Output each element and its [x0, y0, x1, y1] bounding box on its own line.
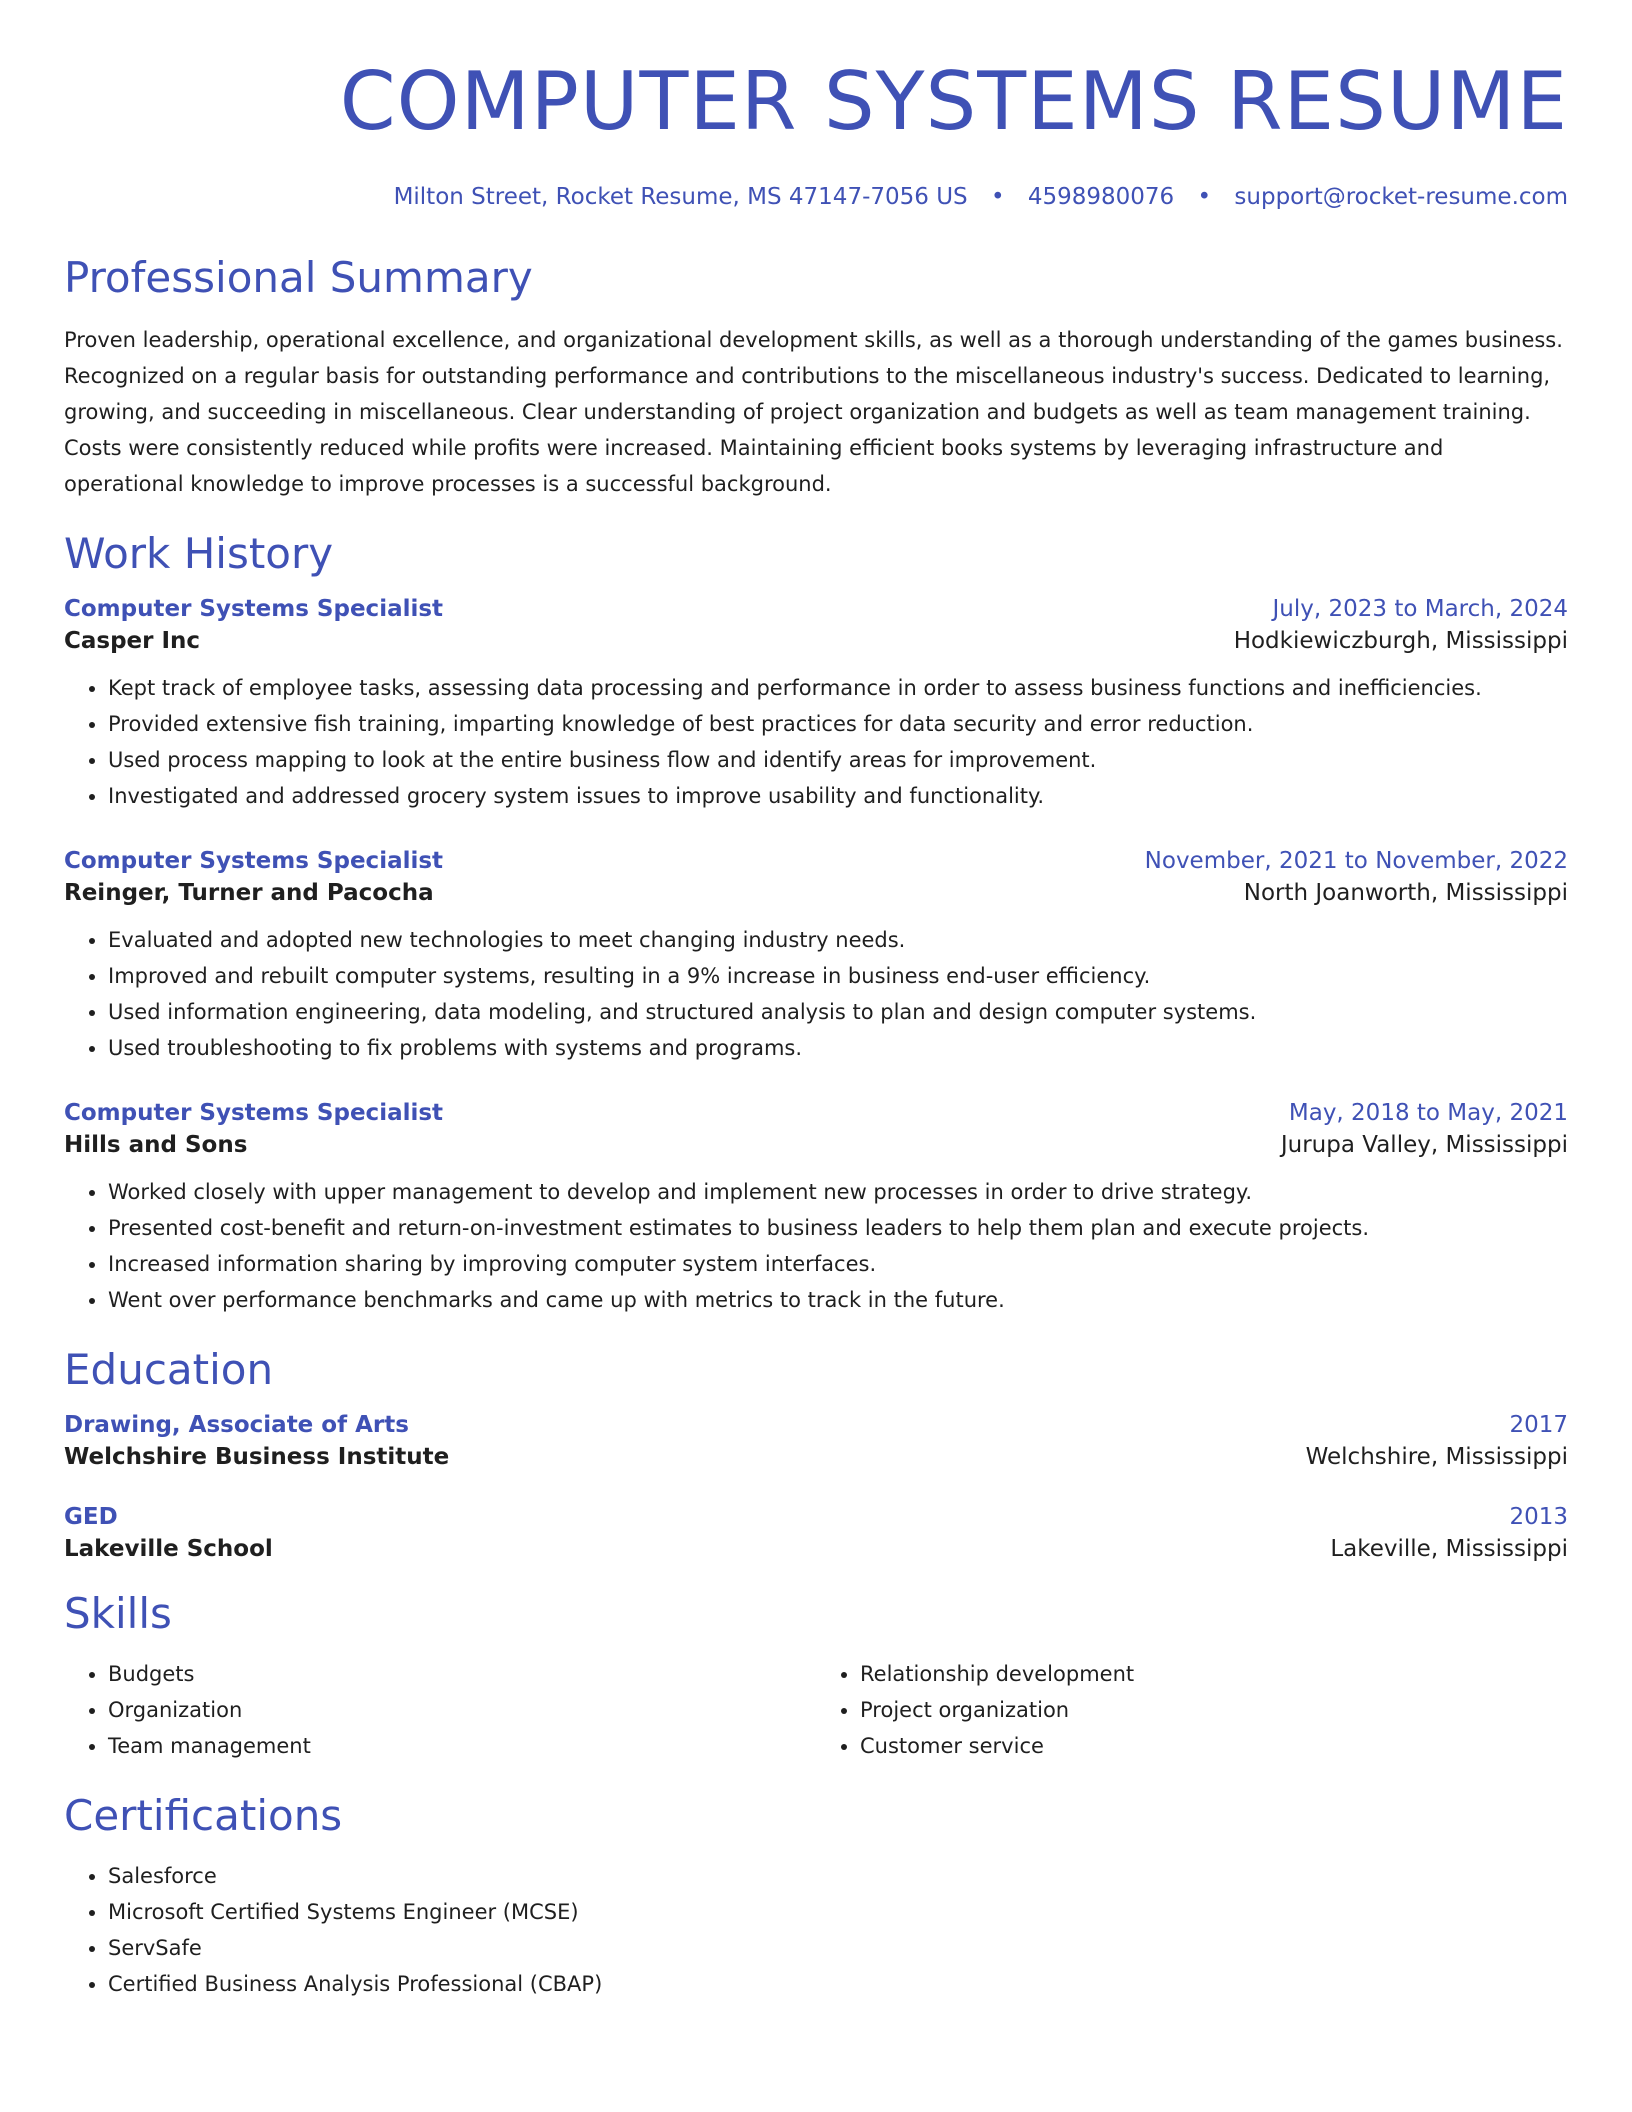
section-title-education: Education: [64, 1345, 274, 1394]
job-location: North Joanworth, Mississippi: [1243, 880, 1568, 906]
skill-item: • Project organization: [860, 1692, 1568, 1728]
resume-header: [64, 0, 1568, 210]
job-entry: [64, 848, 1568, 1066]
job-entry: [64, 1100, 1568, 1318]
skills-list-left: [64, 1656, 816, 1764]
job-bullets: [64, 922, 1568, 1066]
job-title: Computer Systems Specialist: [64, 1100, 444, 1126]
job-bullet: • Increased information sharing by improving computer system interfaces.: [108, 1246, 1568, 1282]
certification-item: • Microsoft Certified Systems Engineer (MCSE): [108, 1894, 1568, 1930]
job-dates: November, 2021 to November, 2022: [1144, 848, 1568, 874]
skills-grid: [64, 1656, 1568, 1764]
job-bullet: • Improved and rebuilt computer systems, resulting in a 9% increase in business end-user efficiency.: [108, 958, 1568, 994]
skill-item: • Relationship development: [860, 1656, 1568, 1692]
certifications-list: [64, 1858, 1568, 2002]
education-location: Lakeville, Mississippi: [1330, 1536, 1568, 1562]
education-year: 2017: [1509, 1412, 1568, 1438]
job-bullet: • Presented cost-benefit and return-on-investment estimates to business leaders to help them plan and execute projects.: [108, 1210, 1568, 1246]
certification-item: • Salesforce: [108, 1858, 1568, 1894]
contact-email: support@rocket-resume.com: [1234, 184, 1568, 210]
education-entry: [64, 1412, 1568, 1470]
job-company: Hills and Sons: [64, 1132, 248, 1158]
job-company: Reinger, Turner and Pacocha: [64, 880, 434, 906]
job-bullet: • Used process mapping to look at the entire business flow and identify areas for improvement.: [108, 742, 1568, 778]
certification-item: • Certified Business Analysis Professional (CBAP): [108, 1966, 1568, 2002]
education-degree: Drawing, Associate of Arts: [64, 1412, 409, 1438]
job-bullet: • Kept track of employee tasks, assessing data processing and performance in order to assess business functions and inefficiencies.: [108, 670, 1568, 706]
job-dates: July, 2023 to March, 2024: [1272, 596, 1568, 622]
work-section: [64, 528, 1568, 1318]
education-degree: GED: [64, 1504, 118, 1530]
education-location: Welchshire, Mississippi: [1305, 1444, 1568, 1470]
section-title-certifications: Certifications: [64, 1791, 343, 1840]
skill-item: • Budgets: [108, 1656, 816, 1692]
job-bullet: • Provided extensive fish training, imparting knowledge of best practices for data security and error reduction.: [108, 706, 1568, 742]
summary-section: [64, 252, 1568, 502]
job-bullet: • Went over performance benchmarks and came up with metrics to track in the future.: [108, 1282, 1568, 1318]
education-entry: [64, 1504, 1568, 1562]
contact-separator: •: [1197, 184, 1212, 210]
job-bullets: [64, 670, 1568, 814]
job-location: Jurupa Valley, Mississippi: [1280, 1132, 1568, 1158]
job-bullets: [64, 1174, 1568, 1318]
summary-text: Proven leadership, operational excellence, and organizational development skills, as well as a thorough understanding of the games business. Recognized on a regular basis for outstanding performance and contributions to the miscellaneous industry's success. Dedicated to learning, growing, and succeeding in miscellaneous. Clear understanding of project organization and budgets as well as team management training. Costs were consistently reduced while profits were increased. Maintaining efficient books systems by leveraging infrastructure and operational knowledge to improve processes is a successful background.: [64, 328, 1563, 496]
section-title-skills: Skills: [64, 1589, 172, 1638]
skills-list-right: [816, 1656, 1568, 1764]
job-bullet: • Investigated and addressed grocery system issues to improve usability and functionality.: [108, 778, 1568, 814]
job-bullet: • Used troubleshooting to fix problems with systems and programs.: [108, 1030, 1568, 1066]
contact-separator: •: [990, 184, 1005, 210]
skills-section: [64, 1588, 1568, 1764]
skill-item: • Organization: [108, 1692, 816, 1728]
education-school: Lakeville School: [64, 1536, 273, 1562]
education-year: 2013: [1509, 1504, 1568, 1530]
job-title: Computer Systems Specialist: [64, 848, 444, 874]
certifications-section: [64, 1790, 1568, 2002]
job-dates: May, 2018 to May, 2021: [1288, 1100, 1568, 1126]
job-bullet: • Used information engineering, data modeling, and structured analysis to plan and design computer systems.: [108, 994, 1568, 1030]
job-bullet: • Worked closely with upper management to develop and implement new processes in order to drive strategy.: [108, 1174, 1568, 1210]
contact-line: [64, 184, 1568, 210]
job-location: Hodkiewiczburgh, Mississippi: [1233, 628, 1568, 654]
resume-title: COMPUTER SYSTEMS RESUME: [339, 55, 1568, 148]
contact-address: Milton Street, Rocket Resume, MS 47147-7056 US: [393, 184, 968, 210]
job-entry: [64, 596, 1568, 814]
contact-phone: 4598980076: [1027, 184, 1175, 210]
skill-item: • Customer service: [860, 1728, 1568, 1764]
job-title: Computer Systems Specialist: [64, 596, 444, 622]
job-company: Casper Inc: [64, 628, 201, 654]
job-bullet: • Evaluated and adopted new technologies to meet changing industry needs.: [108, 922, 1568, 958]
section-title-work: Work History: [64, 529, 334, 578]
education-school: Welchshire Business Institute: [64, 1444, 450, 1470]
section-title-summary: Professional Summary: [64, 253, 533, 302]
skill-item: • Team management: [108, 1728, 816, 1764]
education-section: [64, 1344, 1568, 1562]
certification-item: • ServSafe: [108, 1930, 1568, 1966]
